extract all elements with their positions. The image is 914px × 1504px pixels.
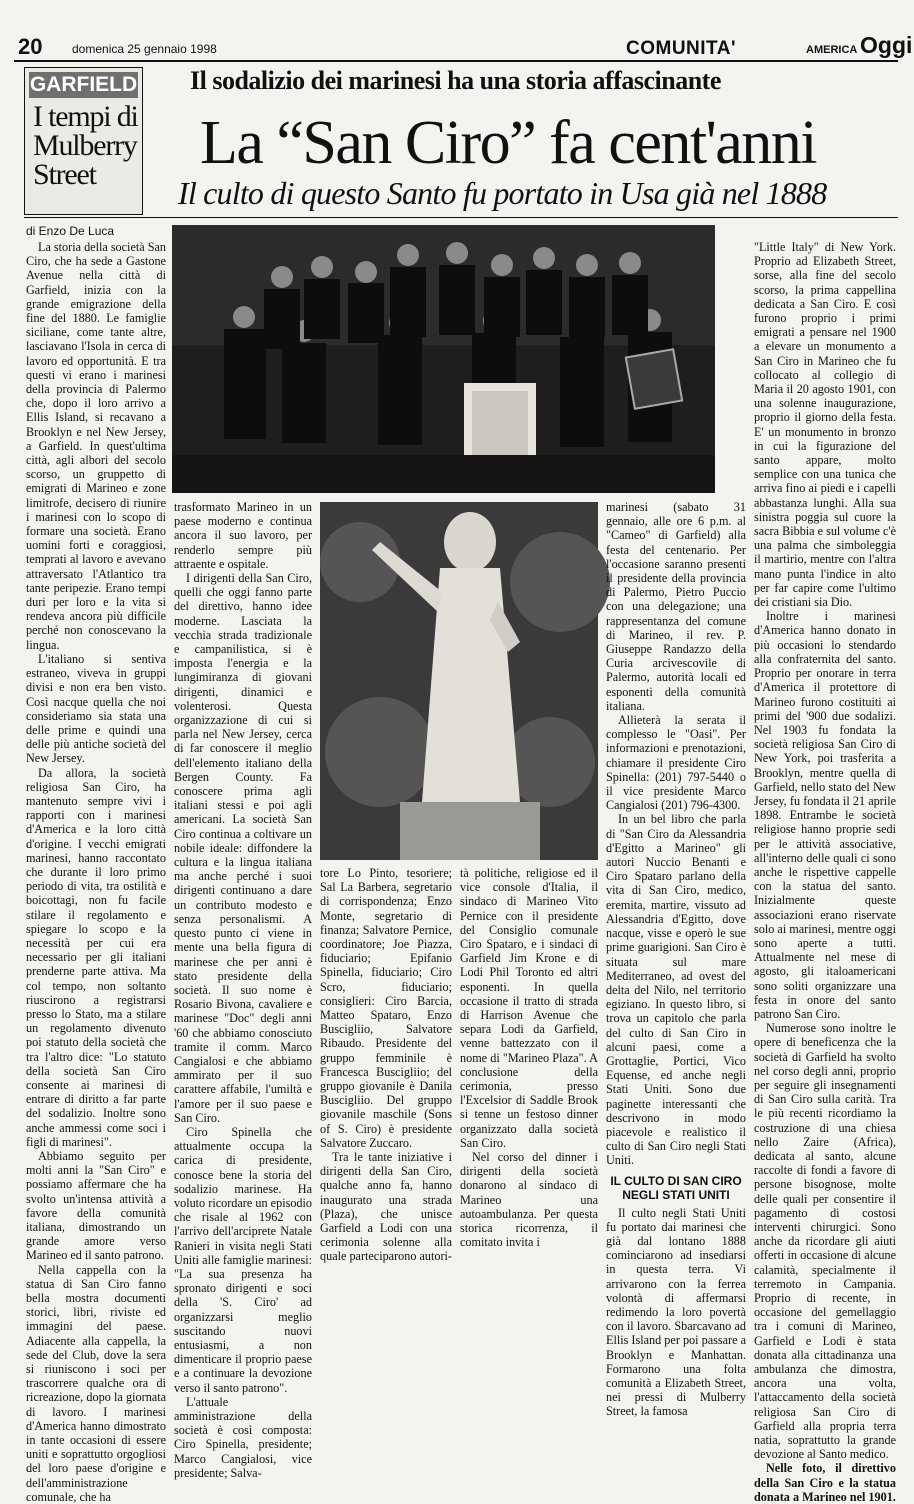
article-deck: Il culto di questo Santo fu portato in Usa già nel 1888 — [178, 175, 827, 211]
masthead-oggi: Oggi — [860, 32, 913, 58]
page-number: 20 — [18, 34, 43, 59]
statue-photo — [320, 502, 598, 860]
paragraph: Inoltre i marinesi d'America hanno donato in più occasioni lo stendardo alla confraternita del santo. Proprio per onorare in terra d'America il protettore di Marineo furono costituiti ai primi del '900 due sodalizi. Nel 1903 fu fondata la società religiosa San Ciro di New York, poi trasferita a Brooklyn, mentre quella di Garfield, nello stato del New Jersey, fu fondata il 21 aprile 1898. Entrambe le società religiose hanno proprie sedi per le attività associative, all'interno delle quali ci sono anche le rispettive cappelle con la statua del santo. Inizialmente queste associazioni erano riservate solo ai marinesi, mentre oggi sono aperte a tutti. Attualmente nel mese di agosto, gli italoamericani sono soliti organizzare una festa in onore del santo patrono San Ciro. — [754, 609, 896, 1021]
paragraph: tore Lo Pinto, tesoriere; Sal La Barbera, segretario di corrispondenza; Enzo Monte, segretario di finanza; Salvatore Pernice, coordinatore; Joe Piazza, fiduciario; Epifanio Spinella, fiduciario; Ciro Scro, fiduciario; consiglieri: Ciro Barcia, Matteo Spataro, Enzo Buscigliio, Salvatore Ribaudo. Presidente del gruppo femminile è Francesca Buscigliio; del gruppo giovanile è Danila Buscigliio. Del gruppo giovanile maschile (Sons of S. Ciro) è presidente Salvatore Zuccaro. — [320, 866, 452, 1150]
paragraph: Il culto negli Stati Uniti fu portato dai marinesi che già dal lontano 1888 cominciarono ad insediarsi in questa terra. Vi arrivarono con la ferrea volontà di affermarsi redimendo la loro povertà con il lavoro. Sbarcavano ad Ellis Island per poi passare a Brooklyn e Manhattan. Formarono una folta comunità a Elizabeth Street, nei pressi di Mulberry Street, la famosa — [606, 1205, 746, 1419]
location-box — [24, 67, 143, 215]
byline: di Enzo De Luca — [26, 224, 115, 238]
paragraph: Abbiamo seguito per molti anni la "San Ciro" e possiamo affermare che ha svolto un'intensa attività a favore della comunità italiana, dimostrando un grande amore verso Marineo ed il santo patrono. — [26, 1149, 166, 1263]
paragraph: Allieterà la serata il complesso le "Oasi". Per informazioni e prenotazioni, chiamare il presidente Ciro Spinella: (201) 797-5440 o il vice presidente Marco Cangialosi (201) 796-4300. — [606, 713, 746, 813]
group-photo-image — [172, 225, 715, 493]
article-column-4 — [460, 866, 598, 1250]
article-column-1 — [26, 240, 166, 1504]
column-title: I tempi di Mulberry Street — [33, 100, 138, 191]
article-column-5 — [606, 500, 746, 1419]
article-kicker: Il sodalizio dei marinesi ha una storia affascinante — [190, 66, 721, 95]
paragraph: Ciro Spinella che attualmente occupa la carica di presidente, conosce bene la storia del sodalizio marinese. Ha voluto ricordare un episodio che risale al 1962 con l'arrivo dell'arciprete Natale Ranieri in visita negli Stati Uniti alle famiglie marinesi: "La sua presenza ha spronato dirigenti e soci della 'S. Ciro' ad organizzarsi meglio suscitando nuovi entusiasmi, a non dimenticare il proprio paese e a continuare la devozione verso il santo patrono". — [174, 1124, 312, 1395]
photo-caption: Nelle foto, il direttivo della San Ciro e la statua donata a Marineo nel 1901. — [754, 1461, 896, 1504]
paragraph: marinesi (sabato 31 gennaio, alle ore 6 p.m. al "Cameo" di Garfield) alla festa del centenario. Per l'occasione saranno presenti il presidente della provincia di Palermo, Pietro Puccio con una delegazione; una rappresentanza del comune di Marineo, il rev. P. Giuseppe Randazzo della Curia arcivescovile di Palermo, autorità locali ed esponenti della comunità italiana. — [606, 500, 746, 713]
section-title: COMUNITA' — [626, 38, 736, 59]
paragraph: Tra le tante iniziative i dirigenti della San Ciro, qualche anno fa, hanno inaugurato una strada (Plaza), che unisce Garfield a Lodi con una cerimonia solenne alla quale parteciparono autori- — [320, 1150, 452, 1264]
subheading: IL CULTO DI SAN CIRO NEGLI STATI UNITI — [610, 1173, 742, 1202]
article-column-3 — [320, 866, 452, 1264]
page-header — [14, 30, 913, 62]
location-tag: GARFIELD — [29, 73, 138, 96]
paragraph: "Little Italy" di New York. Proprio ad Elizabeth Street, sorse, alla fine del secolo scorso, la prima cappellina dedicata a San Ciro. E così furono proprio i primi emigrati a pensare nel 1900 a elevare un monumento a San Ciro in Marineo che fu collocato al collegio di Maria il 20 agosto 1901, con una solenne inaugurazione, proprio il giorno della festa. E' un monumento in bronzo in cui la figurazione del santo appare, molto semplice con una tunica che arriva fino ai piedi e i capelli abbastanza lunghi. Alla sua sinistra poggia sul cuore la sacra Bibbia e sul volume c'è una palma che simboleggia il martirio, mentre con l'altra mano punta l'indice in alto per far capire come l'ultimo dei cristiani sia Dio. — [754, 240, 896, 610]
paragraph: La storia della società San Ciro, che ha sede a Gastone Avenue nella città di Garfield, inizia con la grande emigrazione della fine del 1880. Le famiglie siciliane, come tante altre, lasciavano l'Isola in cerca di lavoro ed opportunità. E tra questi vi erano i marinesi della provincia di Palermo che, dopo il loro arrivo a Ellis Island, si recavano a Brooklyn e nel New Jersey, a Garfield. In quest'ultima città, agli albori del secolo scorso, un gruppetto di emigrati di Marineo e zone limitrofe, decisero di riunire i marinesi con lo scopo di formare una società. Erano uomini forti e coraggiosi, temprati al lavoro e avevano attraversato l'Atlantico tra tante peripezie. Erano tempi duri per loro e la vita si rendeva ancora più difficile perché non conoscevano la lingua. — [26, 240, 166, 652]
paragraph: tà politiche, religiose ed il vice console d'Italia, il sindaco di Marineo Vito Pernice con il presidente del Consiglio comunale Ciro Spataro, e i sindaci di Garfield Jim Krone e di Lodi Phil Toronto ed altri esponenti. In quella occasione il tratto di strada di Harrison Avenue che separa Lodi da Garfield, venne battezzato con il nome di "Marineo Plaza". A conclusione della cerimonia, presso l'Excelsior di Saddle Brook si tenne un festoso dinner organizzato dalla società San Ciro. — [460, 866, 598, 1150]
paragraph: Nel corso del dinner i dirigenti della società donarono al sindaco di Marineo una autoambulanza. Per questa storica ricorrenza, il comitato invita i — [460, 1150, 598, 1250]
statue-photo-image — [320, 502, 598, 860]
group-photo — [172, 225, 715, 493]
paragraph: In un bel libro che parla di "San Ciro da Alessandria d'Egitto a Marineo" gli autori Nuccio Benanti e Ciro Spataro parlano della vita di San Ciro, medico, eremita, martire, vissuto ad Alessandria d'Egitto, dove nacque, visse e operò le sue prime guarigioni. San Ciro è situata sul mare Mediterraneo, ad ovest del delta del Nilo, nel territorio egiziano. In questo libro, si trova un capitolo che parla del culto di San Ciro in alcuni paesi, come a Grottaglie, Portici, Vico Equense, ed anche negli Stati Uniti. Sono due paginette interessanti che descrivono in modo piacevole e realistico il culto di San Ciro negli Stati Uniti. — [606, 812, 746, 1168]
masthead-america: AMERICA — [806, 44, 858, 56]
paragraph: I dirigenti della San Ciro, quelli che oggi fanno parte del direttivo, hanno idee moderne. Lasciata la vecchia strada tradizionale e campanilistica, si è imposta l'energia e la lungimiranza di giovani dirigenti, dinamici e volenterosi. Questa organizzazione di cui si parla nel New Jersey, cerca di far conoscere il meglio dell'elemento italiano della Bergen County. Fa conoscere prima agli italiani stessi e poi agli americani. La società San Ciro continua a coltivare un nobile ideale: diffondere la cultura e la lingua italiana ma anche perché i suoi dirigenti continuano a dare un contributo modesto e senza personalismi. A questo punto ci viene in mente una bella figura di marinese che per anni è stato presidente della società. Il suo nome è Rosario Bivona, cavaliere e marinese "Doc" degli anni '60 che abbiamo conosciuto tramite il comm. Marco Cangialosi e che abbiamo ammirato per il suo carattere affabile, l'umiltà e l'amore per il suo paese e San Ciro. — [174, 571, 312, 1125]
article-column-2 — [174, 500, 312, 1480]
issue-date: domenica 25 gennaio 1998 — [72, 42, 217, 56]
paragraph: L'italiano si sentiva estraneo, viveva in gruppi divisi e non era ben visto. Così nacque quella che noi consideriamo sia stata una delle prime e quindi una delle più antiche società del New Jersey. — [26, 651, 166, 766]
header-divider — [24, 217, 898, 218]
article-column-6 — [754, 240, 896, 1504]
paragraph: Nella cappella con la statua di San Ciro fanno bella mostra documenti storici, libri, riviste ed immagini del paese. Adiacente alla cappella, la sede del Club, dove la sera si riuniscono i soci per trascorrere qualche ora di ricreazione, dopo la giornata di lavoro. I marinesi d'America hanno dimostrato in tante occasioni di essere uniti e soprattutto orgogliosi del loro paese d'origine e dell'amministrazione comunale, che ha — [26, 1262, 166, 1504]
paragraph: Numerose sono inoltre le opere di beneficenza che la società di Garfield ha svolto nel corso degli anni, proprio per seguire gli insegnamenti di San Ciro sulla carità. Tra le più recenti ricordiamo la costruzione di una chiesa nello Zaire (Africa), dedicata al santo, alcune raccolte di fondi a favore di persone bisognose, molte delle quali per consentire il pagamento di costosi interventi chirurgici. Sono anche da ricordare gli aiuti offerti in occasione di alcune calamità, specialmente il terremoto in Campania. Proprio di recente, in occasione del gemellaggio tra i comuni di Marineo, Garfield e Lodi è stata donata alla cittadinanza una ambulanza che dimostra, ancora una volta, l'attaccamento della società religiosa San Ciro di Garfield alla propria terra natia, soprattutto la grande devozione al Santo medico. — [754, 1021, 896, 1462]
paragraph: Da allora, la società religiosa San Ciro, ha mantenuto sempre vivi i rapporti con i marinesi d'America e la loro città d'origine. I vecchi emigrati marinesi, hanno raccontato che durante il loro primo periodo di vita, tra ostilità e boicottagi, non fu facile stilare il regolamento e spiegare lo scopo e la necessità per cui era necessario per gli italiani prenderne parte attiva. Ma col tempo, non soltanto riuscirono a registrarsi presso lo Stato, ma a stilare un regolamento divenuto poi statuto della società che tra l'altro dice: "Lo statuto della società San Ciro consente ai marinesi di entrare di diritto a far parte del sodalizio. Inoltre sono anche ammessi come soci i figli di marinesi". — [26, 765, 166, 1149]
paragraph: L'attuale amministrazione della società è così composta: Ciro Spinella, presidente; Marco Cangialosi, vice presidente; Salva- — [174, 1394, 312, 1480]
paragraph: trasformato Marineo in un paese moderno e continua ancora il suo lavoro, per renderlo sempre più attraente e ospitale. — [174, 500, 312, 571]
article-headline: La “San Ciro” fa cent'anni — [200, 109, 816, 177]
